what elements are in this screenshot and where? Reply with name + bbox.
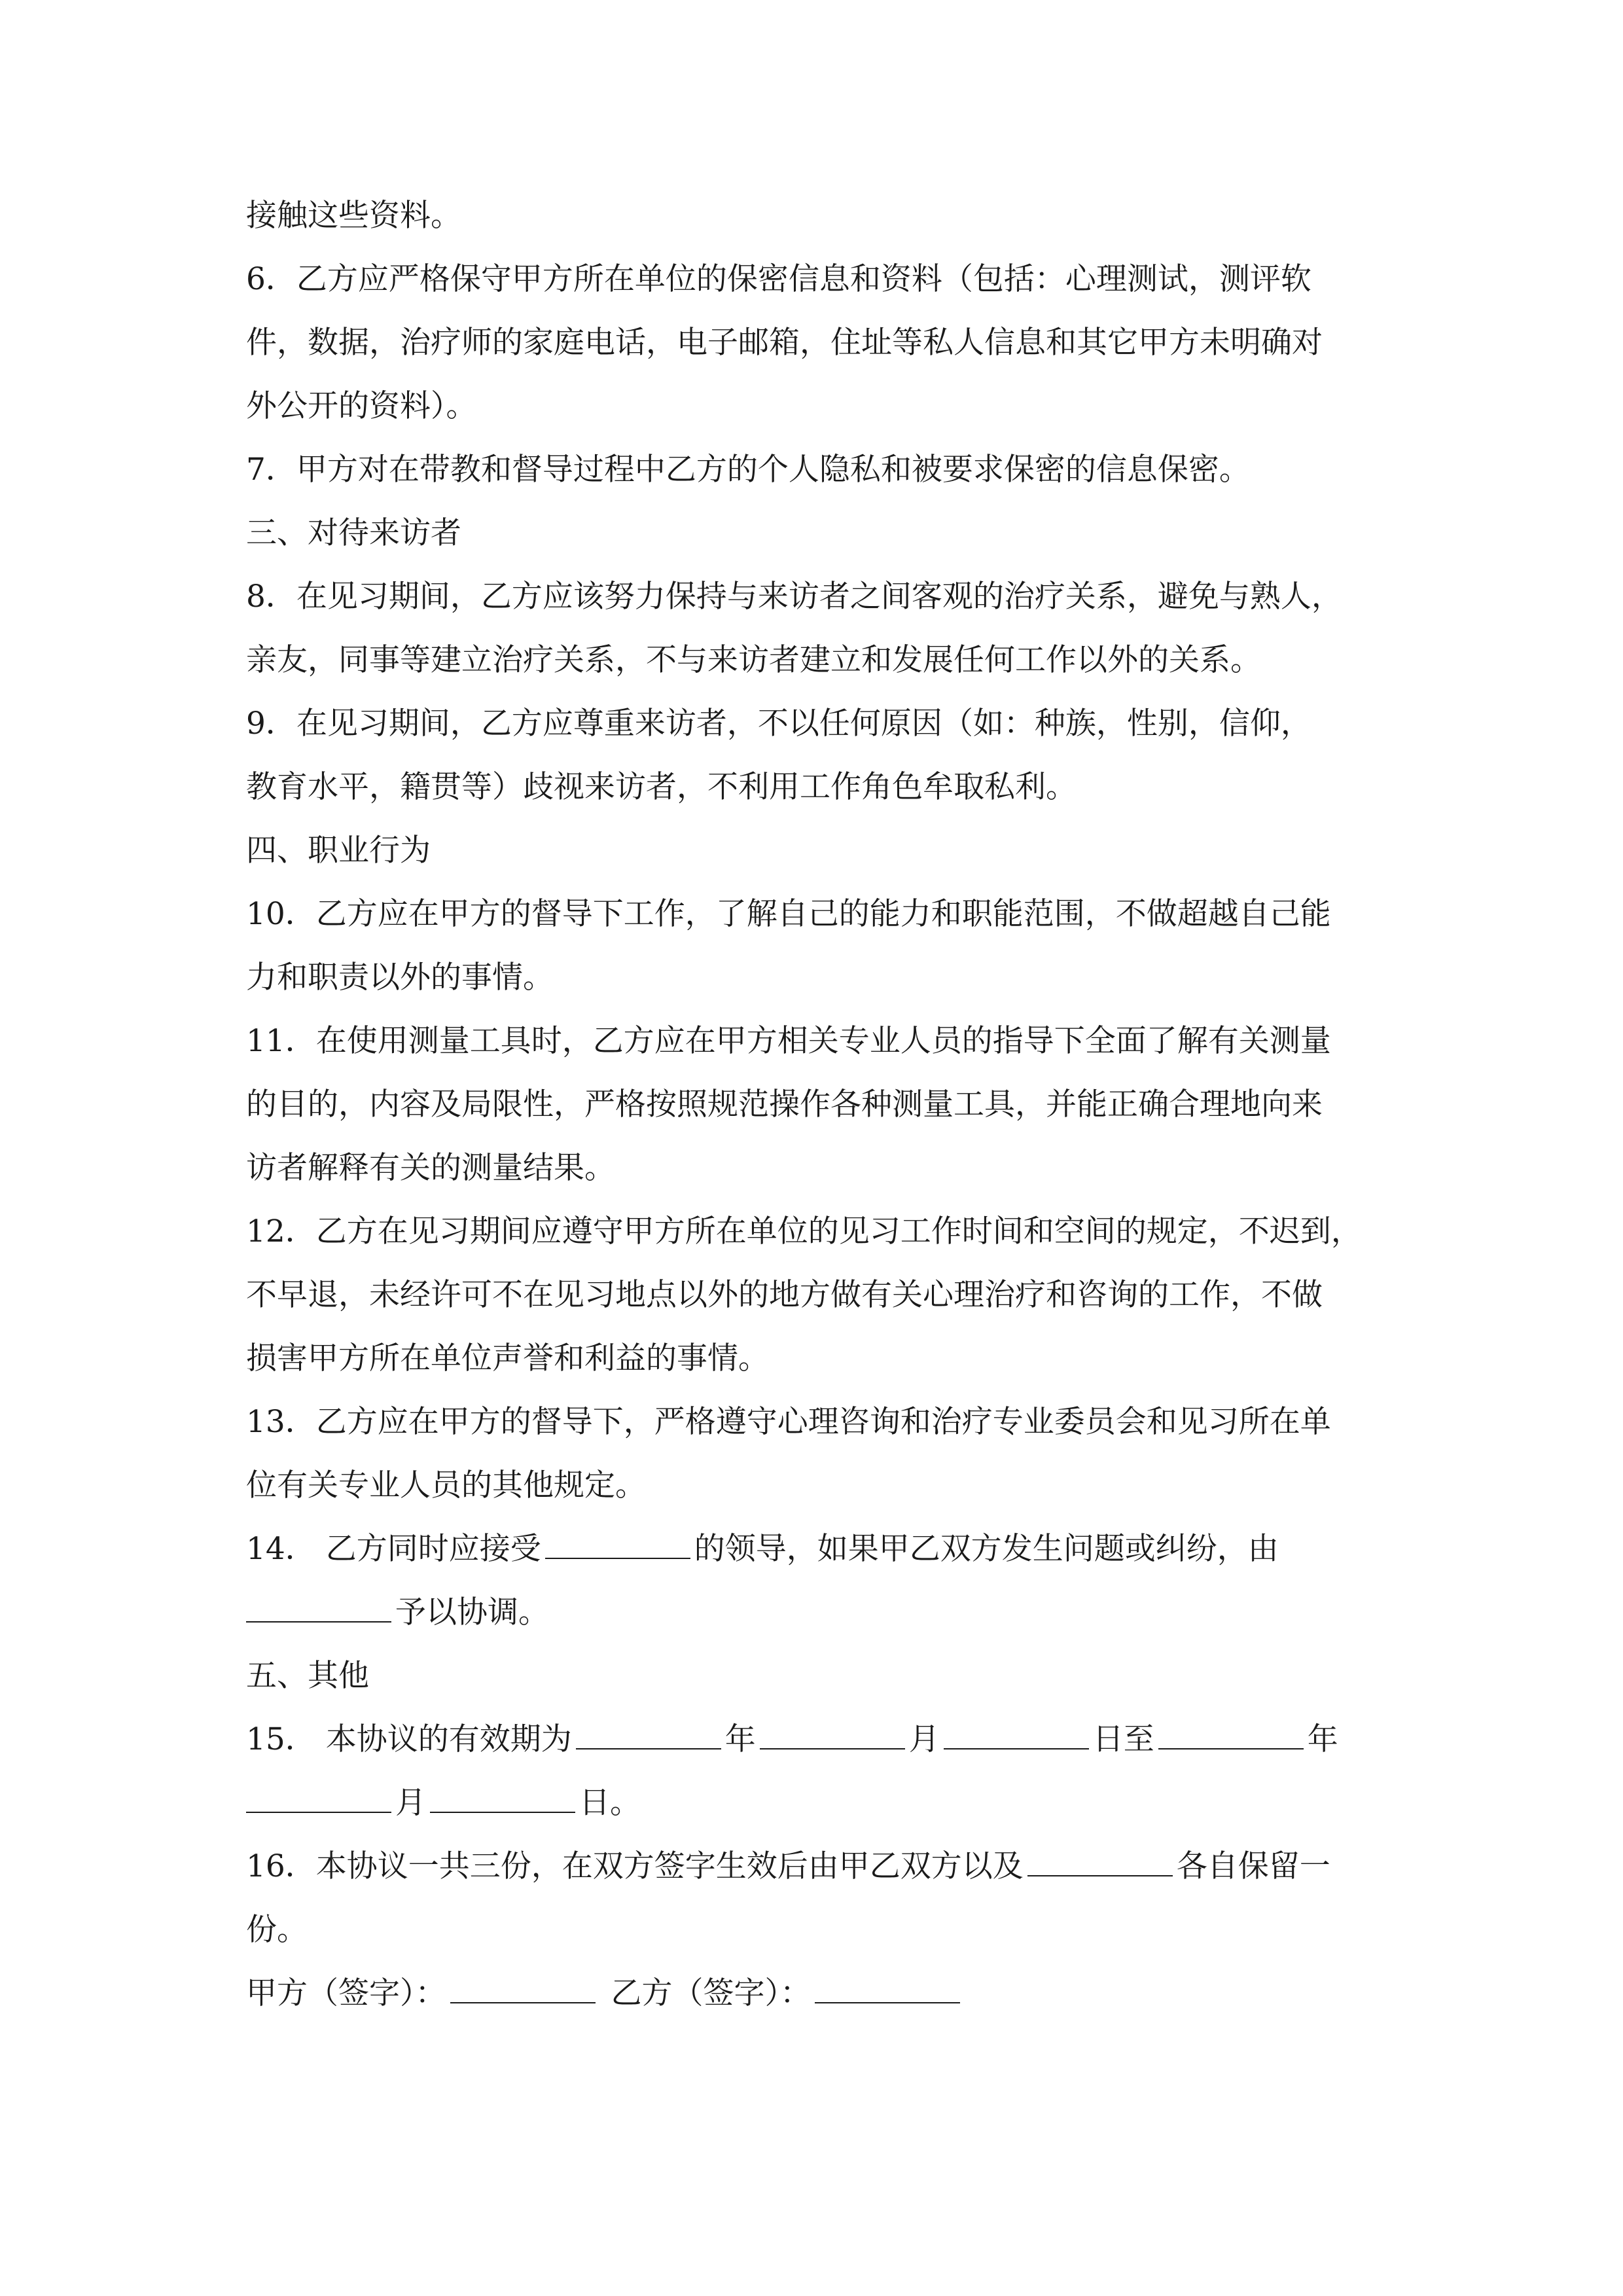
clause-9-line-2: 教育水平，籍贯等）歧视来访者，不利用工作角色牟取私利。 [246,769,1077,805]
fill-blank-start-day[interactable] [944,1722,1089,1749]
clause-10-line-1: 10．乙方应在甲方的督导下工作，了解自己的能力和职能范围，不做超越自己能 [246,896,1331,932]
fill-blank-supervisor[interactable] [545,1532,690,1559]
clause-7: 7．甲方对在带教和督导过程中乙方的个人隐私和被要求保密的信息保密。 [246,452,1250,488]
section-heading-4: 四、职业行为 [246,833,431,869]
fill-blank-end-month[interactable] [246,1785,391,1813]
signature-line [246,1974,964,2013]
clause-14-text-b: 的领导，如果甲乙双方发生问题或纠纷，由 [694,1531,1279,1567]
clause-8-line-1: 8．在见习期间，乙方应该努力保持与来访者之间客观的治疗关系，避免与熟人， [246,579,1342,615]
clause-14-line-2 [246,1593,549,1632]
clause-16-line-1 [246,1847,1330,1886]
party-a-signature-label: 甲方（签字）： [246,1975,446,2011]
section-heading-3: 三、对待来访者 [246,515,461,551]
clause-16-text-b: 各自保留一 [1176,1848,1330,1884]
clause-6-line-1: 6．乙方应严格保守甲方所在单位的保密信息和资料（包括：心理测试，测评软 [246,261,1311,297]
clause-14-text-c: 予以协调。 [395,1594,549,1630]
clause-6-line-3: 外公开的资料）。 [246,388,477,424]
party-a-signature-field[interactable] [450,1976,596,2003]
clause-16-text-a: 16．本协议一共三份，在双方签字生效后由甲乙双方以及 [246,1848,1024,1884]
party-b-signature-label: 乙方（签字）： [611,1975,811,2011]
clause-11-line-3: 访者解释有关的测量结果。 [246,1150,615,1186]
clause-11-line-2: 的目的，内容及局限性，严格按照规范操作各种测量工具，并能正确合理地向来 [246,1086,1323,1122]
fill-blank-third-party[interactable] [1027,1849,1173,1876]
text-line: 接触这些资料。 [246,198,461,234]
section-heading-5: 五、其他 [246,1658,369,1694]
clause-15-line-1 [246,1720,1338,1759]
clause-14-text-a: 14． 乙方同时应接受 [246,1531,541,1567]
month-label: 月 [395,1785,426,1821]
clause-16-line-2: 份。 [246,1912,308,1948]
clause-10-line-2: 力和职责以外的事情。 [246,960,554,996]
fill-blank-start-year[interactable] [576,1722,721,1749]
party-b-signature-field[interactable] [815,1976,960,2003]
clause-15-text-a: 15． 本协议的有效期为 [246,1721,572,1757]
clause-13-line-2: 位有关专业人员的其他规定。 [246,1467,646,1503]
clause-15-line-2 [246,1784,641,1823]
clause-9-line-1: 9．在见习期间，乙方应尊重来访者，不以任何原因（如：种族，性别，信仰， [246,706,1311,742]
clause-13-line-1: 13．乙方应在甲方的督导下，严格遵守心理咨询和治疗专业委员会和见习所在单 [246,1404,1331,1440]
month-label: 月 [908,1721,940,1757]
clause-8-line-2: 亲友，同事等建立治疗关系，不与来访者建立和发展任何工作以外的关系。 [246,642,1261,678]
clause-12-line-1: 12．乙方在见习期间应遵守甲方所在单位的见习工作时间和空间的规定，不迟到， [246,1213,1362,1249]
clause-12-line-3: 损害甲方所在单位声誉和利益的事情。 [246,1340,769,1376]
year-label: 年 [724,1721,756,1757]
clause-12-line-2: 不早退，未经许可不在见习地点以外的地方做有关心理治疗和咨询的工作，不做 [246,1277,1323,1313]
fill-blank-end-year[interactable] [1158,1722,1304,1749]
fill-blank-end-day[interactable] [430,1785,575,1813]
year-label: 年 [1307,1721,1338,1757]
day-label: 日。 [579,1785,641,1821]
clause-11-line-1: 11．在使用测量工具时，乙方应在甲方相关专业人员的指导下全面了解有关测量 [246,1023,1331,1059]
clause-14-line-1 [246,1530,1279,1569]
fill-blank-start-month[interactable] [760,1722,905,1749]
clause-6-line-2: 件，数据，治疗师的家庭电话，电子邮箱，住址等私人信息和其它甲方未明确对 [246,325,1323,361]
day-to-label: 日至 [1092,1721,1154,1757]
fill-blank-coordinator[interactable] [246,1595,391,1623]
